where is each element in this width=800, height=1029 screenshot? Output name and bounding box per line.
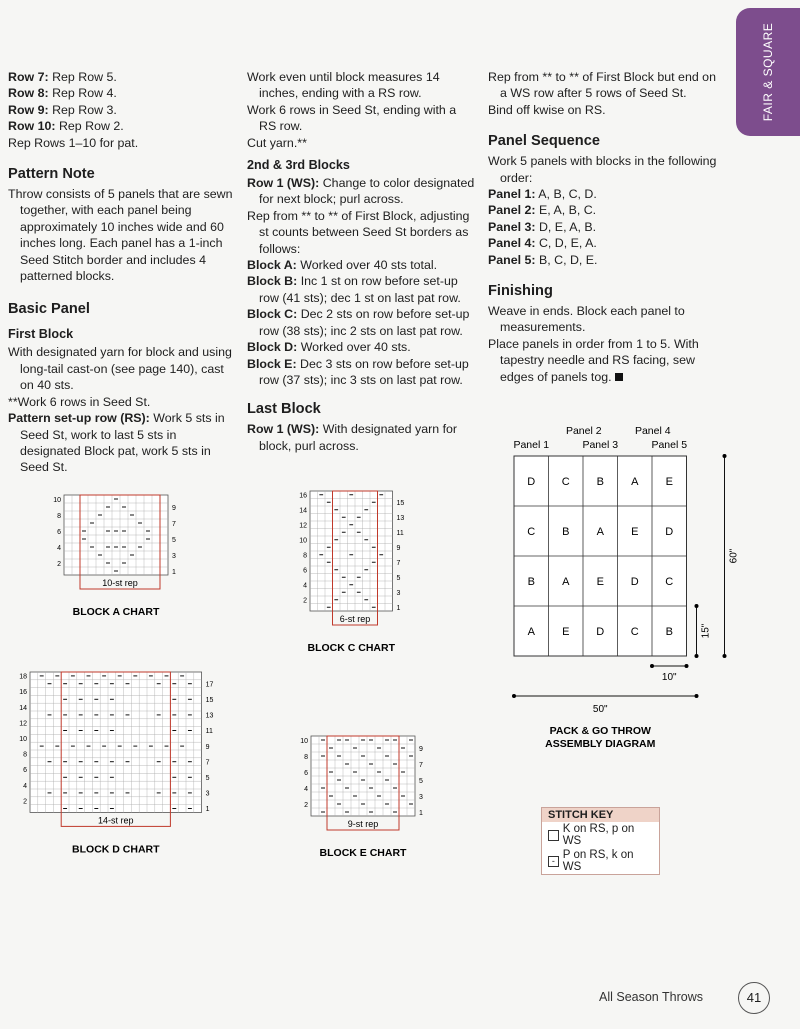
panel-label: Panel 5 <box>651 439 688 451</box>
finishing-para-2-text: Place panels in order from 1 to 5. With tapestry needle and RS facing, sew edges of panels tog. <box>488 336 699 384</box>
seed-st-para: Work 6 rows in Seed St, ending with a RS row. <box>247 102 457 134</box>
assembly-caption: PACK & GO THROW <box>549 725 651 737</box>
row-number-left: 16 <box>19 689 27 697</box>
block-letter: A <box>527 626 535 638</box>
footer-book-title: All Season Throws <box>599 990 703 1004</box>
block-letter: C <box>527 526 536 538</box>
row-instruction <box>8 102 234 118</box>
chart-title: BLOCK E CHART <box>319 847 407 859</box>
block-letter: E <box>562 626 570 638</box>
block-adjustment-text: Worked over 40 sts. <box>297 340 411 355</box>
block-letter: A <box>562 576 570 588</box>
block-letter: A <box>631 476 639 488</box>
cut-yarn-para: Cut yarn.** <box>247 135 307 150</box>
block-letter: C <box>665 576 674 588</box>
dimension-end <box>650 664 654 668</box>
row-number-right: 1 <box>419 809 423 817</box>
block-c-chart <box>280 485 440 670</box>
row-number-left: 2 <box>57 560 61 568</box>
panel-item-text: E, A, B, C. <box>535 203 597 218</box>
panel-item <box>488 202 720 218</box>
dimension-end <box>695 694 699 698</box>
dimension-end <box>695 604 699 608</box>
panel-item <box>488 219 720 235</box>
block-adjustment-text: Dec 2 sts on row before set-up row (38 sts); inc 2 sts on last pat row. <box>259 307 470 338</box>
block-adjustments <box>247 257 475 388</box>
block-letter: E <box>665 476 673 488</box>
panel-item <box>488 186 720 202</box>
row-number-left: 10 <box>53 496 61 504</box>
panel-label: Panel 4 <box>634 425 671 437</box>
row-instruction-text: Rep Row 4. <box>48 86 117 101</box>
panel-label: Panel 1 <box>513 439 550 451</box>
block-adjustment-text: Dec 3 sts on row before set-up row (37 sts); inc 3 sts on last pat row. <box>259 356 469 387</box>
block-adjustment-text: Worked over 40 sts total. <box>296 258 438 273</box>
dimension-label: 15" <box>700 623 712 639</box>
panel-item-text: A, B, C, D. <box>535 187 597 202</box>
rep-from-para: Rep from ** to ** of First Block, adjusting st counts between Seed St borders as follows: <box>247 208 470 256</box>
row-instruction-label: Row 7: <box>8 70 49 84</box>
dimension-end <box>685 664 689 668</box>
stitch-key-row <box>542 848 659 874</box>
dimension-end <box>723 454 727 458</box>
dimension-end <box>695 654 699 658</box>
block-letter: A <box>596 526 604 538</box>
row-number-left: 12 <box>19 720 27 728</box>
finishing-para-2 <box>488 336 720 385</box>
row-number-right: 15 <box>205 697 214 705</box>
setup-row-text: Work 5 sts in Seed St, work to last 5 sts in designated Block pat, work 5 sts in Seed St. <box>20 411 225 475</box>
block-letter: E <box>596 576 604 588</box>
section-tab <box>736 8 800 136</box>
repeat-label: 14-st rep <box>98 815 134 826</box>
panel-item-text: C, D, E, A. <box>535 236 597 251</box>
stitch-key-label: P on RS, k on WS <box>562 849 634 873</box>
rep-first-block-para: Rep from ** to ** of First Block but end on a WS row after 5 rows of Seed St. <box>488 70 716 101</box>
row-number-left: 18 <box>19 673 27 681</box>
block-adjustment-label: Block A: <box>247 258 297 273</box>
block-letter: C <box>561 476 570 488</box>
row-number-right: 7 <box>419 761 423 769</box>
work-even-para: Work even until block measures 14 inches, ending with a RS row. <box>247 70 440 101</box>
row-number-right: 1 <box>172 568 176 576</box>
block-letter: E <box>631 526 639 538</box>
end-square-icon <box>615 373 623 381</box>
row-number-right: 5 <box>396 574 401 582</box>
row-number-right: 9 <box>205 743 210 751</box>
block-letter: C <box>630 626 639 638</box>
last-block-heading: Last Block <box>247 401 321 418</box>
block-letter: D <box>630 576 639 588</box>
row-instruction-text: Rep Rows 1–10 for pat. <box>8 135 139 150</box>
row-number-left: 16 <box>299 492 307 500</box>
block-letter: D <box>527 476 536 488</box>
row-number-right: 13 <box>396 514 405 522</box>
panel-item-text: D, E, A, B. <box>535 219 597 234</box>
setup-row-label: Pattern set-up row (RS): <box>8 411 150 426</box>
row-instruction-label: Row 10: <box>8 119 56 134</box>
column-1 <box>8 69 234 476</box>
row-number-right: 3 <box>172 552 176 560</box>
row-number-left: 10 <box>300 737 308 745</box>
row-number-left: 2 <box>304 801 308 809</box>
block-adjustment-label: Block B: <box>247 274 298 289</box>
row-instruction-text: Rep Row 3. <box>48 102 117 117</box>
first-block-heading: First Block <box>8 327 74 342</box>
block-letter: D <box>596 626 605 638</box>
panel-sequence-heading: Panel Sequence <box>488 133 600 150</box>
dimension-label: 10" <box>661 672 677 683</box>
assembly-caption: ASSEMBLY DIAGRAM <box>545 738 656 750</box>
panel-item-text: B, C, D, E. <box>535 252 598 267</box>
row-number-left: 10 <box>299 537 307 545</box>
block-adjustment-label: Block D: <box>247 340 298 355</box>
block-e-chart <box>285 730 435 862</box>
row-number-left: 2 <box>303 597 307 605</box>
row-number-left: 4 <box>304 785 308 793</box>
row-number-right: 9 <box>172 504 176 512</box>
row-number-left: 10 <box>19 736 27 744</box>
page-number: 41 <box>738 982 770 1014</box>
panel-item <box>488 252 720 268</box>
row-number-right: 11 <box>396 529 404 537</box>
row-instruction-label: Row 9: <box>8 102 49 117</box>
row-number-left: 2 <box>23 798 27 806</box>
panel-item-label: Panel 2: <box>488 203 536 218</box>
row-number-left: 8 <box>304 753 308 761</box>
block-letter: D <box>665 526 674 538</box>
block-adjustment <box>247 356 475 389</box>
row-number-right: 5 <box>205 775 210 783</box>
column-2 <box>247 69 475 454</box>
stitch-key <box>541 807 660 875</box>
row-number-right: 13 <box>205 712 214 720</box>
block-adjustment-label: Block E: <box>247 356 297 371</box>
row-number-left: 12 <box>299 522 307 530</box>
row-number-right: 9 <box>396 544 401 552</box>
block-adjustment <box>247 306 475 339</box>
block-letter: B <box>596 476 604 488</box>
row-number-right: 1 <box>396 604 401 612</box>
row-number-left: 8 <box>57 512 61 520</box>
knit-symbol-icon <box>548 830 559 841</box>
chart-title: BLOCK C CHART <box>307 642 395 654</box>
row-number-left: 6 <box>303 567 307 575</box>
dimension-end <box>512 694 516 698</box>
dimension-label: 60" <box>728 548 740 564</box>
block-letter: B <box>527 576 535 588</box>
finishing-para-1: Weave in ends. Block each panel to measurements. <box>488 304 685 335</box>
row-number-left: 4 <box>57 544 61 552</box>
row-number-right: 5 <box>172 536 176 544</box>
row-number-right: 7 <box>205 759 210 767</box>
finishing-heading: Finishing <box>488 283 553 300</box>
section-tab-label: FAIR & SQUARE <box>761 22 775 122</box>
row-number-left: 14 <box>299 507 307 515</box>
block-a-chart <box>40 485 210 625</box>
block-letter: B <box>562 526 570 538</box>
row-instruction-text: Rep Row 2. <box>55 119 124 134</box>
dimension-end <box>723 654 727 658</box>
row-instruction <box>8 85 234 101</box>
row-instruction-label: Row 8: <box>8 86 49 101</box>
setup-row-para <box>8 410 234 476</box>
row-number-right: 3 <box>205 790 210 798</box>
panel-item-label: Panel 4: <box>488 236 536 251</box>
repeat-label: 10-st rep <box>102 578 138 588</box>
blocks-2-3-heading: 2nd & 3rd Blocks <box>247 158 350 173</box>
panel-label: Panel 2 <box>565 425 602 437</box>
last-row-text: With designated yarn for block, purl across. <box>259 422 458 453</box>
block-d-chart <box>10 668 225 863</box>
bind-off-para: Bind off kwise on RS. <box>488 102 606 117</box>
row1-ws-label: Row 1 (WS): <box>247 176 320 191</box>
column-3 <box>488 69 720 385</box>
dimension-label: 50" <box>592 704 608 715</box>
last-row-label: Row 1 (WS): <box>247 422 320 437</box>
row-number-right: 9 <box>419 745 423 753</box>
purl-symbol-icon: - <box>548 856 559 867</box>
row-instruction <box>8 118 234 134</box>
row-number-left: 4 <box>23 782 27 790</box>
last-block-para <box>247 421 475 454</box>
block-adjustment-text: Inc 1 st on row before set-up row (41 sts); dec 1 st on last pat row. <box>259 274 461 305</box>
block-adjustment <box>247 257 475 273</box>
row-number-left: 6 <box>23 767 27 775</box>
block-adjustment <box>247 273 475 306</box>
row-number-right: 15 <box>396 499 405 507</box>
pattern-note-heading: Pattern Note <box>8 166 95 183</box>
block-adjustment <box>247 339 475 355</box>
row-number-left: 14 <box>19 704 27 712</box>
repeat-label: 9-st rep <box>347 819 379 829</box>
first-block-para: With designated yarn for block and using long-tail cast-on (see page 140), cast on 40 sts. <box>8 345 232 393</box>
row-number-right: 5 <box>419 777 423 785</box>
row-instruction-text: Rep Row 5. <box>48 70 117 84</box>
row-number-right: 3 <box>396 589 401 597</box>
pattern-note-text: Throw consists of 5 panels that are sewn together, with each panel being approximately 10 inches wide and 60 inches long. Each panel has a 1-inch Seed Stitch border and includes 4 patterned blocks. <box>8 187 233 284</box>
row-number-left: 8 <box>303 552 307 560</box>
row-number-left: 6 <box>304 769 308 777</box>
stitch-key-title: STITCH KEY <box>542 808 659 822</box>
row-number-right: 3 <box>419 793 423 801</box>
stitch-key-row <box>542 822 659 848</box>
repeat-label: 6-st rep <box>339 614 371 624</box>
block-adjustment-label: Block C: <box>247 307 298 322</box>
row-number-right: 17 <box>205 681 214 689</box>
panel-item-label: Panel 3: <box>488 219 536 234</box>
row-number-right: 1 <box>205 806 210 814</box>
panel-item-label: Panel 1: <box>488 187 536 202</box>
row-instruction <box>8 69 234 85</box>
first-block-seed-st: **Work 6 rows in Seed St. <box>8 394 151 409</box>
panel-item-label: Panel 5: <box>488 252 536 267</box>
row-number-right: 11 <box>205 728 213 736</box>
row-number-left: 4 <box>303 582 307 590</box>
panel-sequence-intro: Work 5 panels with blocks in the following order: <box>488 154 717 185</box>
chart-title: BLOCK D CHART <box>72 843 160 856</box>
panel-label: Panel 3 <box>582 439 619 451</box>
row-number-left: 6 <box>57 528 61 536</box>
chart-title: BLOCK A CHART <box>72 606 160 618</box>
row1-ws-text: Change to color designated for next block; purl across. <box>259 176 475 207</box>
panel-list <box>488 186 720 268</box>
panel-item <box>488 235 720 251</box>
stitch-key-label: K on RS, p on WS <box>562 823 635 847</box>
row-number-right: 7 <box>396 559 401 567</box>
basic-panel-heading: Basic Panel <box>8 301 90 318</box>
row-number-right: 7 <box>172 520 176 528</box>
row-instruction <box>8 135 234 151</box>
row-number-left: 8 <box>23 751 27 759</box>
row1-ws-para <box>247 175 475 208</box>
block-letter: B <box>665 626 673 638</box>
row-instructions <box>8 69 234 151</box>
assembly-diagram <box>500 420 760 750</box>
